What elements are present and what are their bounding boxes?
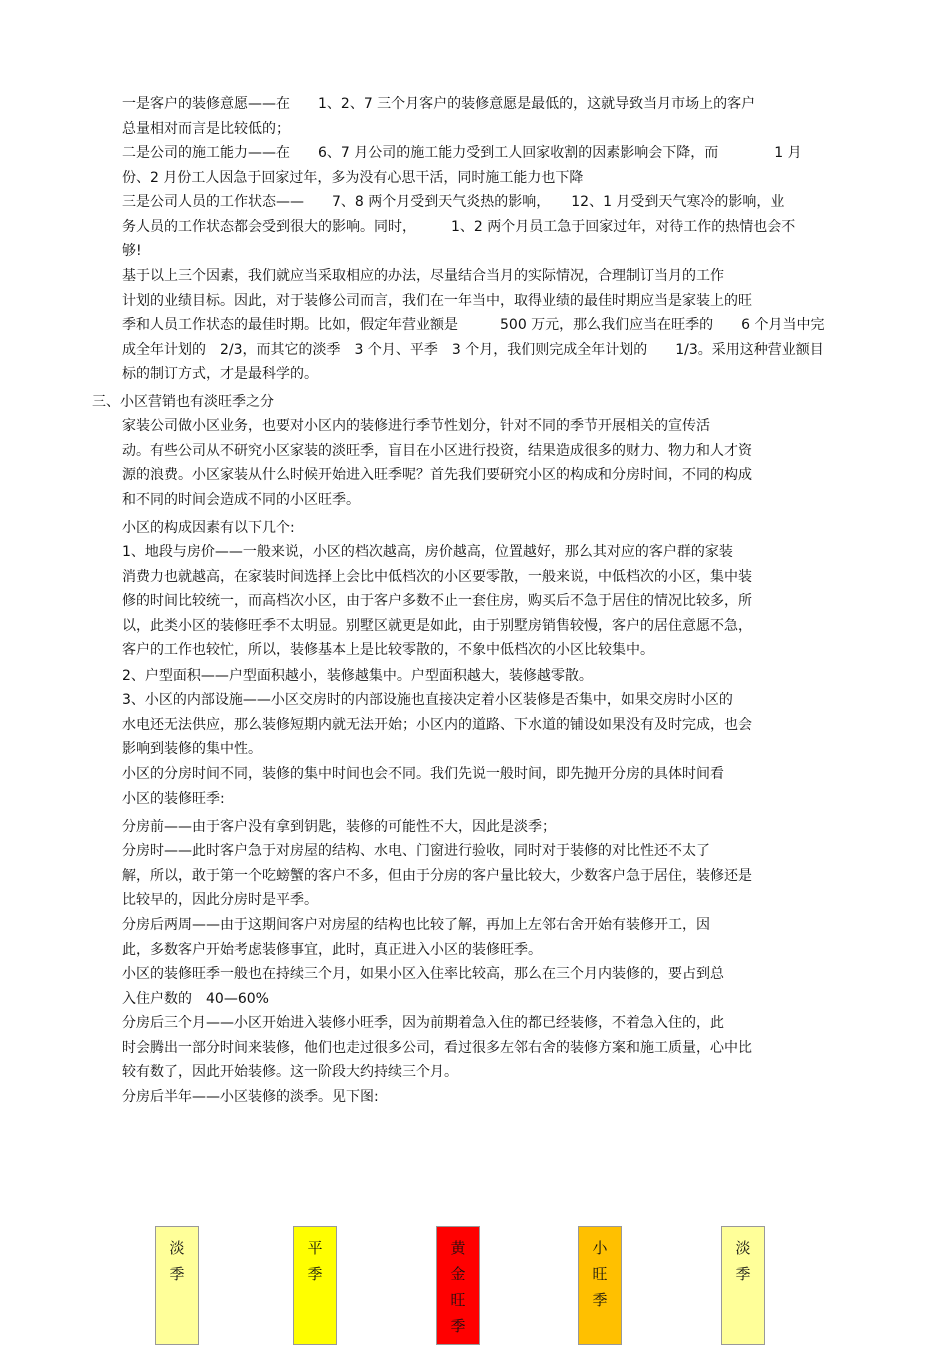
paragraph — [92, 540, 862, 663]
text-line: 份、2 月份工人因急于回家过年，多为没有心思干活，同时施工能力也下降 — [122, 169, 584, 186]
text-line: 以，此类小区的装修旺季不太明显。别墅区就更是如此，由于别墅房销售较慢，客户的居住意愿不急， — [122, 617, 752, 634]
text-line: 修的时间比较统一，而高档次小区，由于客户多数不止一套住房，购买后不急于居住的情况比较多，所 — [122, 593, 752, 609]
text-line: 消费力也就越高，在家装时间选择上会比中低档次的小区要零散，一般来说，中低档次的小区，集中装 — [122, 568, 752, 585]
season-label-char: 旺 — [450, 1291, 466, 1309]
paragraph — [92, 839, 862, 913]
paragraph — [92, 190, 862, 264]
text-line: 小区的装修旺季: — [122, 790, 225, 807]
text-line: 和不同的时间会造成不同的小区旺季。 — [122, 491, 360, 508]
paragraph — [92, 414, 862, 512]
text-line: 二是公司的施工能力——在 6、7 月公司的施工能力受到工人回家收割的因素影响会下降，而 1 月 — [122, 145, 802, 161]
season-label-char: 淡 — [735, 1239, 751, 1257]
text-line: 较有数了，因此开始装修。这一阶段大约持续三个月。 — [122, 1064, 458, 1080]
text-line: 影响到装修的集中性。 — [122, 741, 262, 757]
text-line: 标的制订方式，才是最科学的。 — [122, 366, 318, 382]
text-line: 小区的构成因素有以下几个: — [122, 520, 295, 536]
text-line: 小区的装修旺季一般也在持续三个月，如果小区入住率比较高，那么在三个月内装修的，要占到总 — [122, 966, 724, 982]
paragraph — [92, 762, 862, 811]
text-line: 分房后半年——小区装修的淡季。见下图: — [122, 1089, 379, 1105]
text-line: 一是客户的装修意愿——在 1、2、7 三个月客户的装修意愿是最低的，这就导致当月市场上的客户 — [122, 96, 756, 112]
text-line: 务人员的工作状态都会受到很大的影响。同时， 1、2 两个月员工急于回家过年，对待工作的热情也会不 — [122, 218, 796, 235]
season-label-char: 季 — [169, 1265, 185, 1283]
paragraph — [92, 1011, 862, 1085]
text-line: 比较早的，因此分房时是平季。 — [122, 892, 318, 908]
paragraph — [92, 516, 862, 541]
season-label-char: 淡 — [169, 1239, 185, 1257]
text-line: 计划的业绩目标。因此，对于装修公司而言，我们在一年当中，取得业绩的最佳时期应当是家装上的旺 — [122, 292, 752, 309]
season-label-char: 季 — [307, 1265, 323, 1283]
season-box — [293, 1226, 337, 1345]
paragraph — [92, 92, 862, 141]
text-line: 基于以上三个因素，我们就应当采取相应的办法，尽量结合当月的实际情况，合理制订当月的工作 — [122, 268, 724, 284]
text-line: 成全年计划的 2/3，而其它的淡季 3 个月、平季 3 个月，我们则完成全年计划的 1/3。采用这种营业额目 — [122, 341, 824, 358]
paragraph — [92, 962, 862, 1011]
text-line: 客户的工作也较忙，所以，装修基本上是比较零散的，不象中低档次的小区比较集中。 — [122, 642, 654, 658]
season-label-char: 季 — [735, 1265, 751, 1283]
season-label-char: 金 — [450, 1265, 466, 1283]
text-line: 1、地段与房价——一般来说，小区的档次越高，房价越高，位置越好，那么其对应的客户群的家装 — [122, 544, 733, 560]
season-label-char: 黄 — [450, 1239, 466, 1257]
season-box — [436, 1226, 480, 1345]
text-line: 此，多数客户开始考虑装修事宜，此时，真正进入小区的装修旺季。 — [122, 941, 542, 958]
text-line: 时会腾出一部分时间来装修，他们也走过很多公司，看过很多左邻右舍的装修方案和施工质量，心中比 — [122, 1039, 752, 1056]
text-line: 总量相对而言是比较低的； — [122, 120, 290, 137]
text-line: 2、户型面积——户型面积越小，装修越集中。户型面积越大，装修越零散。 — [122, 668, 593, 684]
paragraph — [92, 390, 862, 415]
paragraph — [92, 141, 862, 190]
text-line: 入住户数的 40—60% — [122, 990, 269, 1007]
text-line: 三、小区营销也有淡旺季之分 — [92, 394, 274, 410]
text-line: 水电还无法供应，那么装修短期内就无法开始；小区内的道路、下水道的铺设如果没有及时完成，也会 — [122, 716, 752, 733]
text-line: 3、小区的内部设施——小区交房时的内部设施也直接决定着小区装修是否集中，如果交房时小区的 — [122, 692, 733, 708]
season-label-char: 平 — [307, 1239, 323, 1257]
text-line: 动。有些公司从不研究小区家装的淡旺季，盲目在小区进行投资，结果造成很多的财力、物力和人才资 — [122, 442, 752, 459]
text-line: 季和人员工作状态的最佳时期。比如，假定年营业额是 500 万元，那么我们应当在旺季的 6 个月当中完 — [122, 317, 825, 333]
paragraph — [92, 664, 862, 689]
season-box — [155, 1226, 199, 1345]
text-line: 家装公司做小区业务，也要对小区内的装修进行季节性划分，针对不同的季节开展相关的宣传活 — [122, 418, 710, 434]
text-line: 分房后三个月——小区开始进入装修小旺季，因为前期着急入住的都已经装修，不着急入住的，此 — [122, 1015, 724, 1031]
text-line: 分房时——此时客户急于对房屋的结构、水电、门窗进行验收，同时对于装修的对比性还不太了 — [122, 843, 710, 859]
season-label-char: 旺 — [592, 1265, 608, 1283]
text-line: 分房前——由于客户没有拿到钥匙，装修的可能性不大，因此是淡季； — [122, 819, 556, 835]
text-line: 够! — [122, 243, 142, 259]
text-line: 小区的分房时间不同，装修的集中时间也会不同。我们先说一般时间，即先抛开分房的具体时间看 — [122, 766, 724, 782]
paragraph — [92, 815, 862, 840]
text-line: 解，所以，敢于第一个吃螃蟹的客户不多，但由于分房的客户量比较大，少数客户急于居住，装修还是 — [122, 867, 752, 884]
text-line: 三是公司人员的工作状态—— 7、8 两个月受到天气炎热的影响， 12、1 月受到天气寒冷的影响，业 — [122, 194, 785, 210]
paragraph — [92, 1085, 862, 1110]
paragraph — [92, 688, 862, 762]
season-label-char: 季 — [450, 1317, 466, 1335]
season-label-char: 季 — [592, 1291, 608, 1309]
season-label-char: 小 — [592, 1239, 608, 1257]
paragraph — [92, 913, 862, 962]
paragraph — [92, 264, 862, 387]
text-line: 分房后两周——由于这期间客户对房屋的结构也比较了解，再加上左邻右舍开始有装修开工，因 — [122, 917, 710, 933]
season-box — [578, 1226, 622, 1345]
season-box — [721, 1226, 765, 1345]
text-line: 源的浪费。小区家装从什么时候开始进入旺季呢？首先我们要研究小区的构成和分房时间，不同的构成 — [122, 467, 752, 483]
